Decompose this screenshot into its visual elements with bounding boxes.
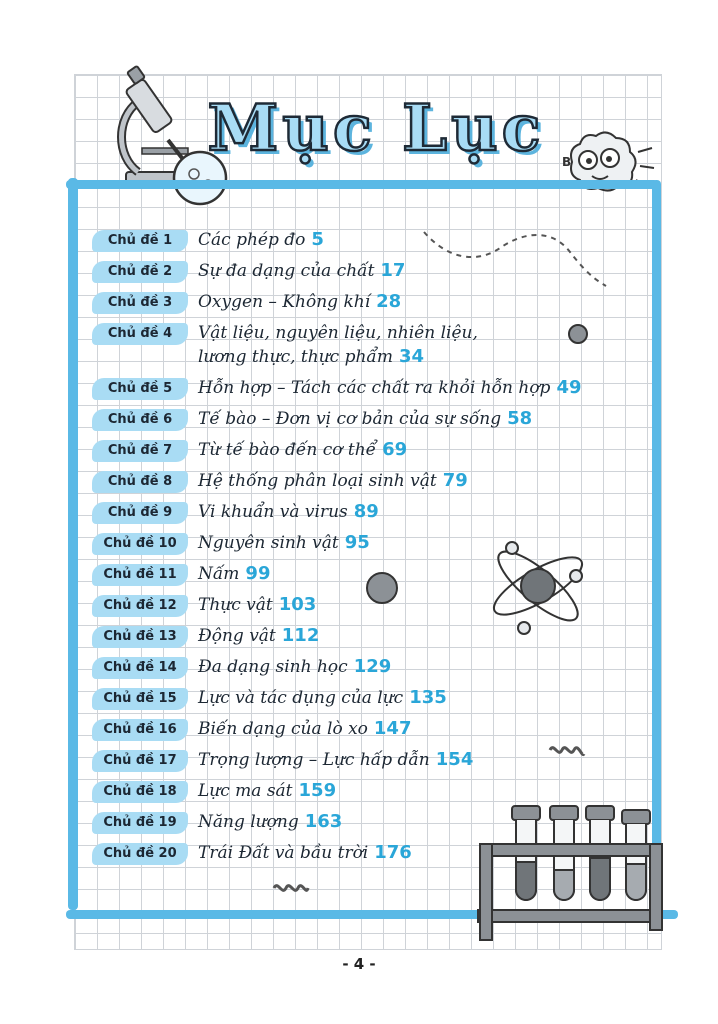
toc-row[interactable] xyxy=(92,686,652,710)
chapter-title: Lực ma sát xyxy=(198,781,293,801)
toc-row[interactable] xyxy=(92,624,652,648)
chapter-title: Từ tế bào đến cơ thể xyxy=(198,440,377,460)
chapter-entry xyxy=(198,438,407,462)
chapter-page-number: 159 xyxy=(298,780,337,801)
chapter-entry xyxy=(198,686,447,710)
chapter-title: Tế bào – Đơn vị cơ bản của sự sống xyxy=(198,409,502,429)
chapter-page-number: 147 xyxy=(373,718,412,739)
chapter-page-number: 69 xyxy=(382,439,408,460)
chapter-label-chip: Chủ đề 2 xyxy=(92,261,188,283)
chapter-entry xyxy=(198,376,582,400)
chapter-label-chip: Chủ đề 16 xyxy=(92,719,188,741)
chapter-entry xyxy=(198,469,468,493)
chapter-title: Năng lượng xyxy=(198,812,299,832)
svg-text:B: B xyxy=(562,155,572,169)
toc-row[interactable] xyxy=(92,500,652,524)
chapter-entry xyxy=(198,562,270,586)
toc-row[interactable] xyxy=(92,717,652,741)
chapter-label-chip: Chủ đề 11 xyxy=(92,564,188,586)
chapter-label-chip: Chủ đề 17 xyxy=(92,750,188,772)
toc-row[interactable] xyxy=(92,655,652,679)
chapter-entry xyxy=(198,655,391,679)
chapter-label-chip: Chủ đề 15 xyxy=(92,688,188,710)
toc-row[interactable] xyxy=(92,290,652,314)
toc-row[interactable] xyxy=(92,562,652,586)
chapter-title: Vi khuẩn và virus xyxy=(198,502,348,522)
chapter-page-number: 135 xyxy=(409,687,447,708)
chapter-title: Đa dạng sinh học xyxy=(198,657,348,677)
chapter-page-number: 112 xyxy=(281,625,320,646)
chapter-entry xyxy=(198,748,473,772)
chapter-entry xyxy=(198,717,411,741)
toc-row[interactable] xyxy=(92,779,652,803)
toc-row[interactable] xyxy=(92,748,652,772)
toc-row[interactable] xyxy=(92,841,652,865)
chapter-title: Biến dạng của lò xo xyxy=(198,719,368,739)
chapter-title: Trọng lượng – Lực hấp dẫn xyxy=(198,750,430,770)
chapter-label-chip: Chủ đề 5 xyxy=(92,378,188,400)
chapter-label-chip: Chủ đề 8 xyxy=(92,471,188,493)
chapter-page-number: 95 xyxy=(344,532,370,553)
chapter-label-chip: Chủ đề 19 xyxy=(92,812,188,834)
chapter-label-chip: Chủ đề 7 xyxy=(92,440,188,462)
chapter-page-number: 5 xyxy=(311,229,324,250)
chapter-page-number: 34 xyxy=(398,346,424,367)
chapter-page-number: 154 xyxy=(435,749,474,770)
chapter-title: Động vật xyxy=(198,626,276,646)
chapter-label-chip: Chủ đề 4 xyxy=(92,323,188,345)
chapter-label-chip: Chủ đề 20 xyxy=(92,843,188,865)
germ-character-icon xyxy=(552,122,662,202)
spring-icon xyxy=(270,876,310,900)
chapter-title: Sự đa dạng của chất xyxy=(198,261,375,281)
chapter-title-continued: lương thực, thực phẩm xyxy=(198,347,393,367)
toc-row[interactable] xyxy=(92,259,652,283)
frame-right-bar xyxy=(652,180,661,906)
chapter-label-chip: Chủ đề 13 xyxy=(92,626,188,648)
chapter-label-chip: Chủ đề 18 xyxy=(92,781,188,803)
chapter-entry xyxy=(198,810,342,834)
chapter-entry xyxy=(198,290,401,314)
chapter-label-chip: Chủ đề 10 xyxy=(92,533,188,555)
toc-row[interactable] xyxy=(92,438,652,462)
table-of-contents xyxy=(92,228,652,872)
chapter-page-number: 17 xyxy=(380,260,406,281)
chapter-entry xyxy=(198,779,336,803)
chapter-entry xyxy=(198,228,324,252)
chapter-entry xyxy=(198,321,478,369)
chapter-page-number: 176 xyxy=(374,842,412,863)
chapter-page-number: 89 xyxy=(353,501,379,522)
chapter-title: Hỗn hợp – Tách các chất ra khỏi hỗn hợp xyxy=(198,378,551,398)
chapter-page-number: 49 xyxy=(556,377,582,398)
chapter-title: Trái Đất và bầu trời xyxy=(198,843,369,863)
frame-top-bar xyxy=(66,180,658,189)
chapter-label-chip: Chủ đề 1 xyxy=(92,230,188,252)
chapter-label-chip: Chủ đề 3 xyxy=(92,292,188,314)
toc-row[interactable] xyxy=(92,376,652,400)
chapter-title: Hệ thống phân loại sinh vật xyxy=(198,471,437,491)
chapter-entry xyxy=(198,259,405,283)
chapter-title: Nguyên sinh vật xyxy=(198,533,339,553)
toc-row[interactable] xyxy=(92,321,652,369)
chapter-page-number: 99 xyxy=(245,563,271,584)
chapter-entry xyxy=(198,624,319,648)
chapter-label-chip: Chủ đề 6 xyxy=(92,409,188,431)
chapter-title: Thực vật xyxy=(198,595,273,615)
chapter-entry xyxy=(198,407,532,431)
chapter-label-chip: Chủ đề 9 xyxy=(92,502,188,524)
chapter-entry xyxy=(198,531,370,555)
chapter-entry xyxy=(198,593,316,617)
toc-row[interactable] xyxy=(92,810,652,834)
chapter-entry xyxy=(198,841,412,865)
chapter-page-number: 79 xyxy=(442,470,468,491)
chapter-page-number: 163 xyxy=(304,811,343,832)
frame-left-bar xyxy=(68,178,78,910)
chapter-title: Vật liệu, nguyên liệu, nhiên liệu, xyxy=(198,323,478,343)
chapter-label-chip: Chủ đề 14 xyxy=(92,657,188,679)
chapter-page-number: 129 xyxy=(353,656,392,677)
chapter-page-number: 28 xyxy=(376,291,402,312)
chapter-page-number: 58 xyxy=(507,408,533,429)
toc-row[interactable] xyxy=(92,407,652,431)
chapter-entry xyxy=(198,500,379,524)
chapter-page-number: 103 xyxy=(278,594,317,615)
chapter-title: Các phép đo xyxy=(198,230,306,250)
toc-row[interactable] xyxy=(92,593,652,617)
chapter-title: Lực và tác dụng của lực xyxy=(198,688,404,708)
chapter-title: Oxygen – Không khí xyxy=(198,292,371,312)
page-title: Mục Lục xyxy=(207,91,545,166)
toc-row[interactable] xyxy=(92,228,652,252)
chapter-title: Nấm xyxy=(198,564,240,584)
chapter-label-chip: Chủ đề 12 xyxy=(92,595,188,617)
toc-row[interactable] xyxy=(92,531,652,555)
page-number-footer: - 4 - xyxy=(342,955,376,973)
toc-row[interactable] xyxy=(92,469,652,493)
